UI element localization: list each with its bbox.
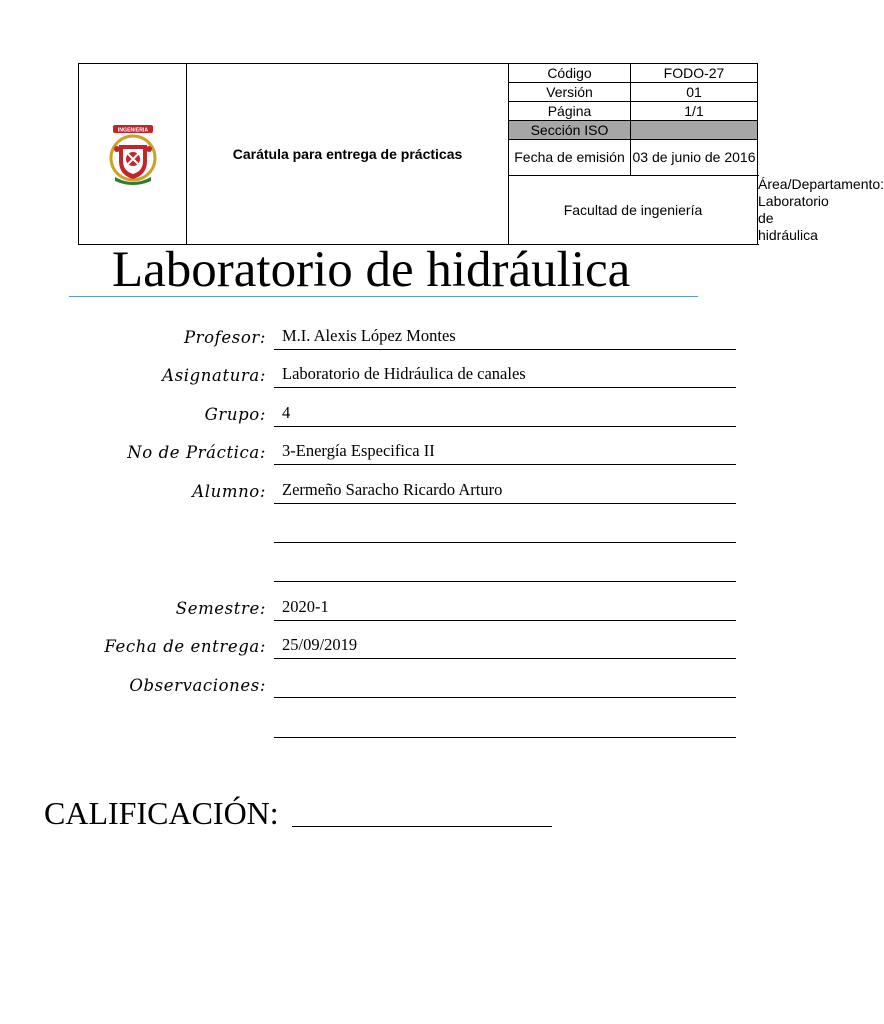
alumno-extra-row-1 bbox=[0, 513, 768, 543]
entrega-label: Fecha de entrega: bbox=[104, 637, 266, 656]
pagina-value: 1/1 bbox=[631, 102, 758, 121]
grupo-row bbox=[0, 397, 768, 427]
calificacion-label: CALIFICACIÓN: bbox=[44, 795, 279, 831]
practica-label: No de Práctica: bbox=[127, 443, 266, 462]
seccion-iso-value bbox=[631, 121, 758, 140]
asignatura-label: Asignatura: bbox=[162, 366, 266, 385]
semestre-label: Semestre: bbox=[175, 599, 266, 618]
codigo-label: Código bbox=[509, 64, 631, 83]
semestre-value[interactable]: 2020-1 bbox=[282, 597, 329, 616]
alumno-row bbox=[0, 474, 768, 504]
title-underline bbox=[69, 296, 698, 297]
observaciones-label: Observaciones: bbox=[129, 676, 266, 695]
practica-value[interactable]: 3-Energía Especifica II bbox=[282, 441, 435, 460]
practica-line bbox=[274, 464, 736, 465]
alumno-line bbox=[274, 503, 736, 504]
alumno-extra-line-2[interactable] bbox=[274, 581, 736, 582]
asignatura-value[interactable]: Laboratorio de Hidráulica de canales bbox=[282, 364, 526, 383]
profesor-line bbox=[274, 349, 736, 350]
grupo-label: Grupo: bbox=[204, 405, 266, 424]
facultad-cell: Facultad de ingeniería bbox=[509, 176, 758, 245]
alumno-value[interactable]: Zermeño Saracho Ricardo Arturo bbox=[282, 480, 503, 499]
version-value: 01 bbox=[631, 83, 758, 102]
grupo-line bbox=[274, 426, 736, 427]
semestre-row bbox=[0, 591, 768, 621]
observaciones-extra-row bbox=[0, 708, 768, 738]
grupo-value[interactable]: 4 bbox=[282, 403, 291, 422]
header-table: INGENIERIA Carátula para entrega de prácticas Código FODO-27 Versión 01 Página 1/1 Sección ISO Fecha de emisión 03 de junio de 2016 Facultad de ingeniería Área/Departamento: Laboratorio de hidráulica bbox=[78, 63, 755, 198]
faculty-logo bbox=[107, 123, 159, 185]
pagina-label: Página bbox=[509, 102, 631, 121]
page-title: Laboratorio de hidráulica bbox=[112, 242, 631, 298]
profesor-value[interactable]: M.I. Alexis López Montes bbox=[282, 326, 456, 345]
observaciones-row bbox=[0, 668, 768, 698]
codigo-value: FODO-27 bbox=[631, 64, 758, 83]
semestre-line bbox=[274, 620, 736, 621]
svg-text:INGENIERIA: INGENIERIA bbox=[117, 127, 148, 134]
entrega-line bbox=[274, 658, 736, 659]
fecha-emision-label: Fecha de emisión bbox=[509, 140, 631, 176]
entrega-row bbox=[0, 629, 768, 659]
asignatura-line bbox=[274, 387, 736, 388]
fecha-emision-value: 03 de junio de 2016 bbox=[631, 140, 758, 176]
profesor-row bbox=[0, 320, 768, 350]
alumno-extra-line-1[interactable] bbox=[274, 542, 736, 543]
seccion-iso-label: Sección ISO bbox=[509, 121, 631, 140]
calificacion-line[interactable] bbox=[292, 826, 552, 827]
alumno-extra-row-2 bbox=[0, 552, 768, 582]
logo-cell bbox=[79, 64, 187, 245]
observaciones-line bbox=[274, 697, 736, 698]
document-type-title: Carátula para entrega de prácticas bbox=[187, 64, 509, 245]
alumno-label: Alumno: bbox=[192, 482, 266, 501]
observaciones-extra-line[interactable] bbox=[274, 737, 736, 738]
version-label: Versión bbox=[509, 83, 631, 102]
asignatura-row bbox=[0, 358, 768, 388]
entrega-value[interactable]: 25/09/2019 bbox=[282, 635, 358, 654]
practica-row bbox=[0, 435, 768, 465]
profesor-label: Profesor: bbox=[183, 328, 266, 347]
